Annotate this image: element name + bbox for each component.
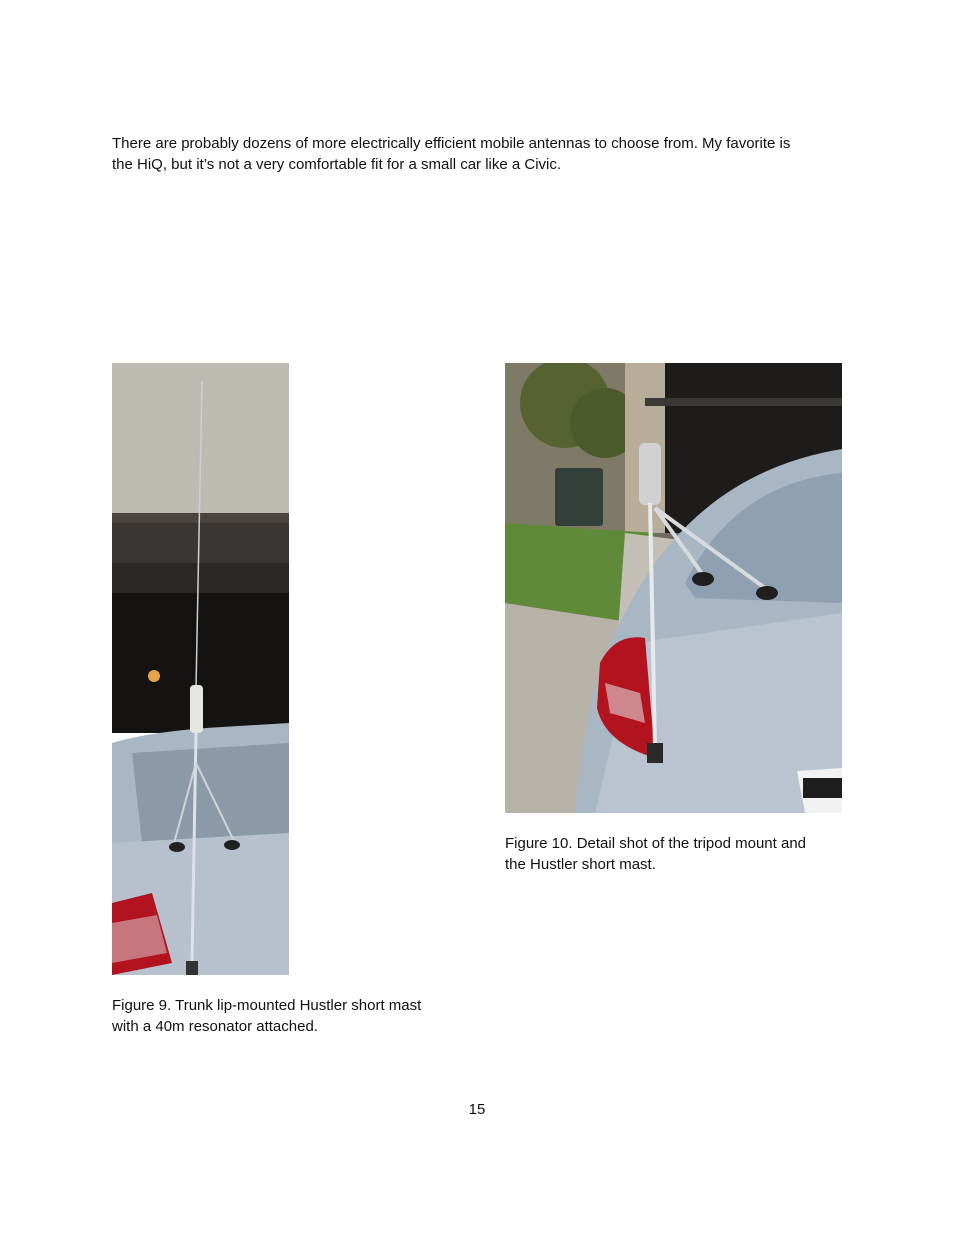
figure-10-caption-line-1: Figure 10. Detail shot of the tripod mount and — [505, 835, 807, 852]
figure-9-photo — [112, 363, 289, 975]
figure-10-photo — [505, 363, 842, 813]
figure-9-caption-line-2: with a 40m resonator attached. — [112, 1018, 318, 1035]
figure-10-caption — [505, 833, 842, 875]
antenna-tall-illustration — [112, 363, 289, 975]
body-line-1: There are probably dozens of more electrically efficient mobile antennas to choose from. My favorite is — [112, 135, 791, 152]
body-line-2: the HiQ, but it’s not a very comfortable fit for a small car like a Civic. — [112, 156, 562, 173]
page-number: 15 — [468, 1101, 486, 1118]
figure-9-caption — [112, 995, 462, 1037]
tripod-mount-illustration — [505, 363, 842, 813]
body-paragraph — [112, 133, 842, 175]
figure-10-caption-line-2: the Hustler short mast. — [505, 856, 656, 873]
figure-9-caption-line-1: Figure 9. Trunk lip-mounted Hustler short mast — [112, 997, 422, 1014]
